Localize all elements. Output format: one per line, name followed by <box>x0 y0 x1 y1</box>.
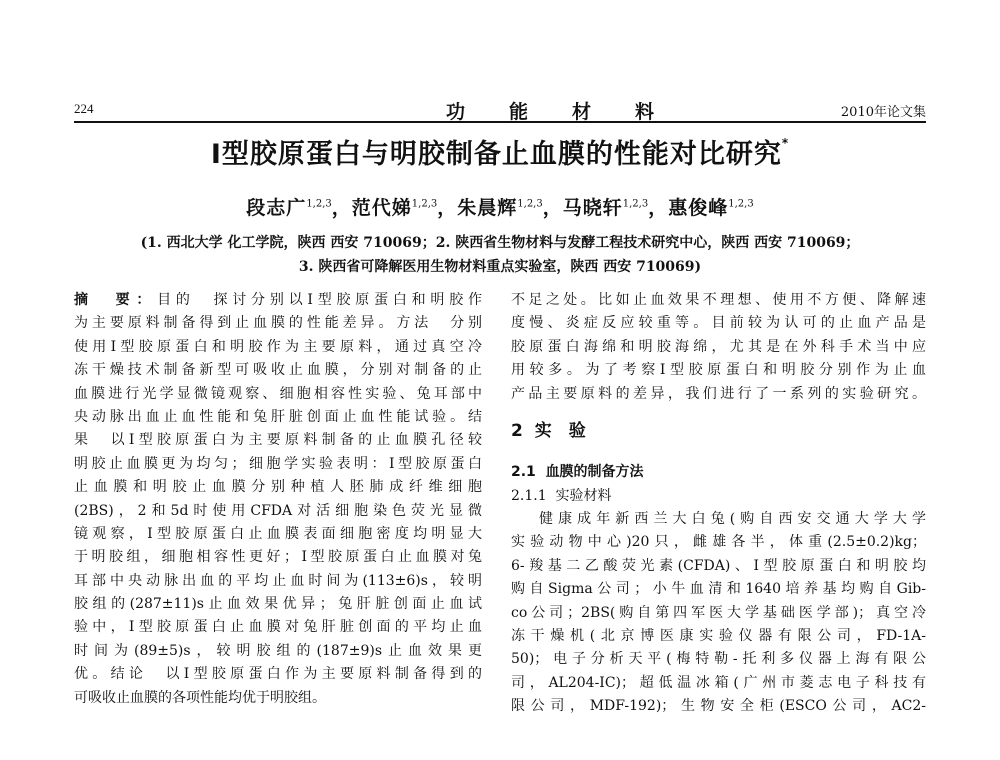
abstract-line: 验中，Ⅰ型胶原蛋白止血膜对兔肝脏创面的平均止血 <box>74 619 482 636</box>
subsubsection-heading: 2.1.1 实验材料 <box>511 487 612 504</box>
author: 马晓轩$^{1,2,3}$ <box>562 197 649 219</box>
abstract-line: 于明胶组，细胞相容性更好；Ⅰ型胶原蛋白止血膜对兔 <box>74 549 482 566</box>
abstract-line: 胶组的(287±11)s止血效果优异；兔肝脏创面止血试 <box>74 596 482 613</box>
abstract-line: 央动脉出血止血性能和兔肝脏创面止血性能试验。结 <box>74 408 482 425</box>
affiliation-line: 3. 陕西省可降解医用生物材料重点实验室，陕西 西安 710069) <box>298 259 702 275</box>
affiliation-line: (1. 西北大学 化工学院，陕西 西安 710069；2. 陕西省生物材料与发酵工程技术研究中心，陕西 西安 710069； <box>140 235 860 251</box>
author-list: 段志广$^{1,2,3}$，范代娣$^{1,2,3}$，朱晨辉$^{1,2,3}$，马晓轩$^{1,2,3}$，惠俊峰$^{1,2,3}$ <box>246 197 754 219</box>
abstract-line: 明胶止血膜更为均匀；细胞学实验表明：Ⅰ型胶原蛋白 <box>74 455 482 472</box>
abstract-line: 时间为(89±5)s，较明胶组的(187±9)s止血效果更 <box>74 642 482 659</box>
abstract-line: 镜观察，Ⅰ型胶原蛋白止血膜表面细胞密度均明显大 <box>74 525 482 542</box>
abstract-line: (2BS)，2和5d时使用CFDA对活细胞染色荧光显微 <box>74 502 482 519</box>
journal-name: 功能材料 <box>446 101 699 123</box>
abstract <box>74 289 482 710</box>
author: 段志广$^{1,2,3}$ <box>246 197 332 219</box>
body-line: 不足之处。比如止血效果不理想、使用不方便、降解速 <box>511 292 926 308</box>
author: 惠俊峰$^{1,2,3}$ <box>668 197 754 219</box>
issue-label: 2010年论文集 <box>840 105 926 120</box>
subsection-heading: 2.1 血膜的制备方法 <box>511 463 644 480</box>
abstract-line: 使用Ⅰ型胶原蛋白和明胶作为主要原料，通过真空冷 <box>74 338 482 355</box>
abstract-line: 止血膜和明胶止血膜分别种植人胚肺成纤维细胞 <box>74 479 482 496</box>
body-line: 健康成年新西兰大白兔(购自西安交通大学大学 <box>539 510 926 527</box>
header-rule <box>74 121 926 123</box>
body-line: 产品主要原料的差异，我们进行了一系列的实验研究。 <box>511 385 926 402</box>
body-line: 胶原蛋白海绵和明胶海绵，尤其是在外科手术当中应 <box>511 338 926 355</box>
abstract-line: 摘 要：目的 探讨分别以Ⅰ型胶原蛋白和明胶作 <box>74 292 482 308</box>
abstract-line: 血膜进行光学显微镜观察、细胞相容性实验、兔耳部中 <box>74 385 482 402</box>
running-header <box>74 101 926 121</box>
body-line: 实验动物中心)20只，雌雄各半，体重(2.5±0.2)kg； <box>511 534 926 551</box>
abstract-line: 冻干燥技术制备新型可吸收止血膜，分别对制备的止 <box>74 362 482 379</box>
article-title <box>0 132 1000 171</box>
body-line: co公司；2BS(购自第四军医大学基础医学部)；真空冷 <box>511 604 926 621</box>
body-line: 50)；电子分析天平(梅特勒-托利多仪器上海有限公 <box>511 651 926 668</box>
body-line: 用较多。为了考察Ⅰ型胶原蛋白和明胶分别作为止血 <box>511 362 926 379</box>
title-footnote-mark: * <box>781 136 790 150</box>
body-line: 限公司，MDF-192)；生物安全柜(ESCO公司，AC2- <box>511 698 926 715</box>
abstract-line: 果 以Ⅰ型胶原蛋白为主要原料制备的止血膜孔径较 <box>74 432 482 449</box>
section-heading: 2 实 验 <box>511 420 586 441</box>
page-number: 224 <box>74 101 94 116</box>
abstract-line: 可吸收止血膜的各项性能均优于明胶组。 <box>74 689 326 706</box>
abstract-label: 摘 要： <box>74 292 158 308</box>
body-line: 度慢、炎症反应较重等。目前较为认可的止血产品是 <box>511 315 926 332</box>
abstract-line: 优。结论 以Ⅰ型胶原蛋白作为主要原料制备得到的 <box>74 666 482 683</box>
article-title-text: Ⅰ型胶原蛋白与明胶制备止血膜的性能对比研究 <box>210 139 782 170</box>
author: 范代娣$^{1,2,3}$ <box>351 197 438 219</box>
body-line: 6-羧基二乙酸荧光素(CFDA)、Ⅰ型胶原蛋白和明胶均 <box>511 557 926 574</box>
author: 朱晨辉$^{1,2,3}$ <box>457 197 543 219</box>
body-right-column <box>511 289 926 718</box>
abstract-line: 耳部中央动脉出血的平均止血时间为(113±6)s，较明 <box>74 572 482 589</box>
abstract-line: 为主要原料制备得到止血膜的性能差异。方法 分别 <box>74 315 482 332</box>
body-line: 冻干燥机(北京博医康实验仪器有限公司，FD-1A- <box>511 627 926 644</box>
body-line: 司，AL204-IC)；超低温冰箱(广州市菱志电子科技有 <box>511 674 926 691</box>
body-line: 购自Sigma公司；小牛血清和1640培养基均购自Gib- <box>511 581 926 598</box>
